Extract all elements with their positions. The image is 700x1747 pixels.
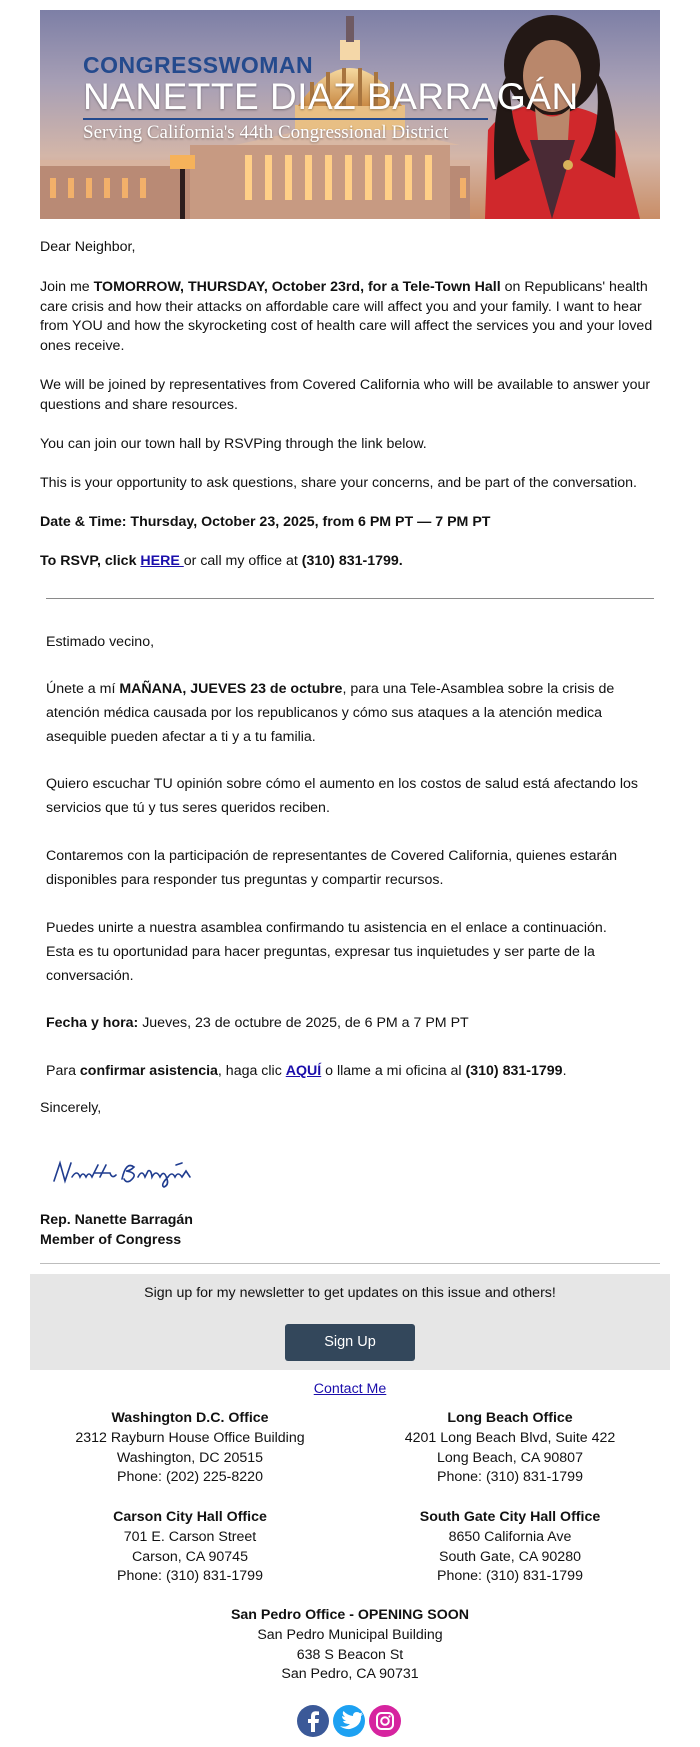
greeting-es: Estimado vecino, — [46, 634, 155, 650]
newsletter-message: Sign up for my newsletter to get updates on this issue and others! — [144, 1285, 556, 1301]
banner-title-large: NANETTE DIAZ BARRAGÁN — [83, 76, 579, 117]
office-carson — [40, 1508, 340, 1587]
paragraph-es-3: Contaremos con la participación de representantes de Covered California, quienes estarán disponibles para responder tus preguntas y compartir recursos. — [46, 848, 617, 888]
p1-emphasis: TOMORROW, THURSDAY, October 23rd, for a Tele-Town Hall — [93, 279, 501, 295]
sign-up-button[interactable]: Sign Up — [285, 1324, 415, 1361]
paragraph-es-1 — [46, 677, 666, 749]
greeting-en: Dear Neighbor, — [40, 239, 136, 255]
es-p1-pre: Únete a mí — [46, 681, 120, 697]
office-name: Carson City Hall Office — [113, 1509, 267, 1525]
banner-title-small: CONGRESSWOMAN — [83, 52, 314, 78]
header-banner — [40, 10, 660, 219]
office-washington — [40, 1409, 340, 1488]
rsvp-es — [46, 1059, 666, 1083]
section-divider — [46, 598, 654, 599]
office-address-1: San Pedro Municipal Building — [257, 1626, 443, 1643]
office-name: Washington D.C. Office — [111, 1410, 269, 1426]
office-phone: Phone: (202) 225-8220 — [117, 1469, 263, 1486]
facebook-icon[interactable] — [297, 1705, 329, 1737]
es-rsvp-mid2: o llame a mi oficina al — [321, 1063, 466, 1079]
paragraph-en-3: You can join our town hall by RSVPing through the link below. — [40, 436, 427, 452]
datetime-es — [46, 1011, 666, 1035]
es-rsvp-bold: confirmar asistencia — [79, 1063, 218, 1079]
es-p1-emphasis: MAÑANA, JUEVES 23 de octubre — [119, 681, 343, 697]
footer-divider — [40, 1263, 660, 1264]
datetime-en: Date & Time: Thursday, October 23, 2025, from 6 PM PT — 7 PM PT — [40, 514, 491, 530]
office-address-2: Carson, CA 90745 — [132, 1548, 248, 1565]
rsvp-en-phone: (310) 831-1799. — [301, 553, 403, 569]
es-rsvp-phone: (310) 831-1799 — [465, 1063, 563, 1079]
social-links — [296, 1704, 406, 1738]
newsletter-panel — [30, 1274, 670, 1370]
rsvp-here-link[interactable]: HERE — [140, 553, 184, 569]
office-san-pedro — [200, 1606, 500, 1685]
sincerely: Sincerely, — [40, 1100, 102, 1116]
office-name: Long Beach Office — [447, 1410, 573, 1426]
office-phone: Phone: (310) 831-1799 — [437, 1469, 583, 1486]
office-name: South Gate City Hall Office — [419, 1509, 601, 1525]
office-south-gate — [360, 1508, 660, 1587]
rsvp-en — [40, 552, 665, 572]
paragraph-es-4b: Esta es tu oportunidad para hacer preguntas, expresar tus inquietudes y ser parte de la conversación. — [46, 944, 595, 984]
office-address-2: Long Beach, CA 90807 — [437, 1449, 583, 1466]
es-rsvp-end: . — [562, 1063, 567, 1079]
paragraph-es-4a: Puedes unirte a nuestra asamblea confirmando tu asistencia en el enlace a continuación. — [46, 920, 607, 936]
es-date-value: Jueves, 23 de octubre de 2025, de 6 PM a 7 PM PT — [138, 1015, 469, 1031]
office-address-2: Washington, DC 20515 — [116, 1449, 264, 1466]
office-phone: Phone: (310) 831-1799 — [117, 1568, 263, 1585]
rsvp-en-pre: To RSVP, click — [40, 553, 141, 569]
office-name: San Pedro Office - OPENING SOON — [230, 1607, 470, 1623]
es-date-label: Fecha y hora: — [46, 1015, 139, 1031]
p1-post: on Republicans' health care crisis and how their attacks on affordable care will affect you and your family. I want to hear from YOU and how the skyrocketing cost of health care will affect the services you and your loved ones receive. — [40, 279, 653, 354]
paragraph-en-4: This is your opportunity to ask questions, share your concerns, and be part of the conversation. — [40, 475, 637, 491]
signer-name: Rep. Nanette Barragán — [40, 1212, 193, 1228]
contact-me-link[interactable]: Contact Me — [313, 1381, 387, 1397]
banner-subtitle: Serving California's 44th Congressional District — [83, 122, 449, 143]
es-p1-post: , para una Tele-Asamblea sobre la crisis de atención médica causada por los republicanos y cómo sus ataques a la atención medica asequible pueden afectar a ti y a tu familia. — [46, 681, 615, 745]
paragraph-en-2: We will be joined by representatives from Covered California who will be available to answer your questions and share resources. — [40, 377, 651, 413]
signature-image — [50, 1155, 200, 1189]
office-address-1: 701 E. Carson Street — [123, 1528, 257, 1545]
office-long-beach — [360, 1409, 660, 1488]
paragraph-es-2: Quiero escuchar TU opinión sobre cómo el aumento en los costos de salud está afectando los servicios que tú y tus seres queridos reciben. — [46, 776, 639, 816]
office-address-2: South Gate, CA 90280 — [439, 1548, 581, 1565]
contact-row — [0, 1381, 700, 1397]
office-address-2: 638 S Beacon St — [296, 1646, 404, 1663]
office-phone: Phone: (310) 831-1799 — [437, 1568, 583, 1585]
signer-title: Member of Congress — [40, 1232, 182, 1248]
rsvp-aqui-link[interactable]: AQUÍ — [285, 1063, 322, 1079]
instagram-icon[interactable] — [369, 1705, 401, 1737]
rsvp-en-mid: or call my office at — [183, 553, 302, 569]
office-address-1: 2312 Rayburn House Office Building — [75, 1429, 305, 1446]
twitter-icon[interactable] — [333, 1705, 365, 1737]
banner-rule — [83, 118, 488, 120]
office-address-3: San Pedro, CA 90731 — [281, 1666, 419, 1683]
es-rsvp-mid: , haga clic — [217, 1063, 286, 1079]
p1-pre: Join me — [40, 279, 94, 295]
office-address-1: 4201 Long Beach Blvd, Suite 422 — [404, 1429, 616, 1446]
paragraph-en-1 — [40, 278, 665, 356]
office-address-1: 8650 California Ave — [448, 1528, 572, 1545]
es-rsvp-pre: Para — [46, 1063, 80, 1079]
